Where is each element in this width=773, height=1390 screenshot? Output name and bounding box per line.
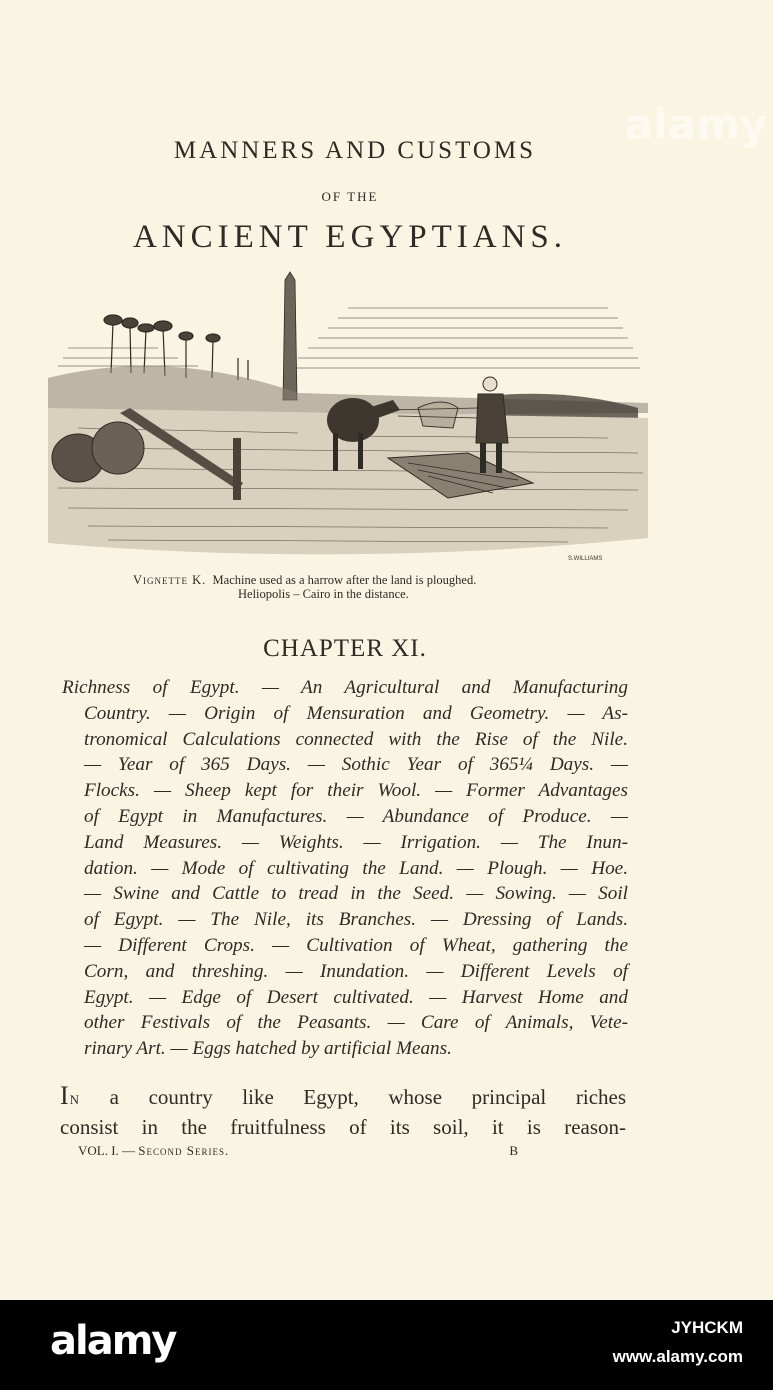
caption-label: Vignette K. xyxy=(133,573,207,587)
body-line-1: a country like Egypt, whose principal riches xyxy=(109,1085,627,1109)
footer-dash: — xyxy=(122,1143,136,1158)
volume-label: VOL. I. xyxy=(78,1143,119,1158)
summary-line: Richness of Egypt. — An Agricultural and Manufacturing xyxy=(62,677,628,698)
drop-word: In xyxy=(60,1081,81,1110)
summary-line: of Egypt. — The Nile, its Branches. — Dressing of Lands. xyxy=(84,909,628,931)
page-footer xyxy=(78,1143,518,1159)
series-label: Second Series. xyxy=(138,1143,230,1158)
caption-line-2: Heliopolis – Cairo in the distance. xyxy=(238,587,409,601)
title-manners-and-customs: MANNERS AND CUSTOMS xyxy=(173,137,537,164)
title-ancient-egyptians: ANCIENT EGYPTIANS. xyxy=(132,219,568,255)
vignette-caption xyxy=(133,573,633,601)
image-id: JYHCKM xyxy=(671,1318,743,1337)
summary-line: other Festivals of the Peasants. — Care of Animals, Vete- xyxy=(84,1012,628,1034)
chapter-summary xyxy=(62,675,628,1062)
obelisk-shape xyxy=(283,272,297,400)
summary-line: Land Measures. — Weights. — Irrigation. — The Inun- xyxy=(84,831,628,853)
summary-line: — Different Crops. — Cultivation of Wheat, gathering the xyxy=(84,934,628,956)
signature-mark: B xyxy=(509,1143,518,1158)
summary-line: tronomical Calculations connected with the Rise of the Nile. xyxy=(84,728,628,750)
alamy-site: www.alamy.com xyxy=(612,1347,743,1366)
summary-line: dation. — Mode of cultivating the Land. — Plough. — Hoe. xyxy=(84,857,628,879)
summary-line: Flocks. — Sheep kept for their Wool. — Former Advantages xyxy=(84,780,628,802)
chapter-heading: CHAPTER XI. xyxy=(263,635,427,662)
summary-line: Country. — Origin of Mensuration and Geometry. — As- xyxy=(84,702,628,724)
summary-line: Egypt. — Edge of Desert cultivated. — Harvest Home and xyxy=(84,986,628,1008)
summary-line: — Swine and Cattle to tread in the Seed. — Sowing. — Soil xyxy=(84,883,628,905)
summary-line: Corn, and threshing. — Inundation. — Different Levels of xyxy=(84,960,628,982)
summary-line: of Egypt in Manufactures. — Abundance of Produce. — xyxy=(84,805,628,827)
caption-line-1: Machine used as a harrow after the land is ploughed. xyxy=(212,573,477,587)
summary-line: — Year of 365 Days. — Sothic Year of 365¼ Days. — xyxy=(84,754,628,776)
body-paragraph xyxy=(60,1081,626,1142)
body-line-2: consist in the fruitfulness of its soil, it is reason- xyxy=(60,1115,626,1139)
watermark-logo: alamy xyxy=(625,100,768,149)
title-of-the: OF THE xyxy=(321,189,379,204)
engraver-signature: S.WILLIAMS xyxy=(568,556,603,562)
alamy-logo: alamy xyxy=(50,1318,176,1364)
summary-line: rinary Art. — Eggs hatched by artificial Means. xyxy=(84,1038,452,1060)
harrow-engraving-illustration xyxy=(48,268,648,568)
